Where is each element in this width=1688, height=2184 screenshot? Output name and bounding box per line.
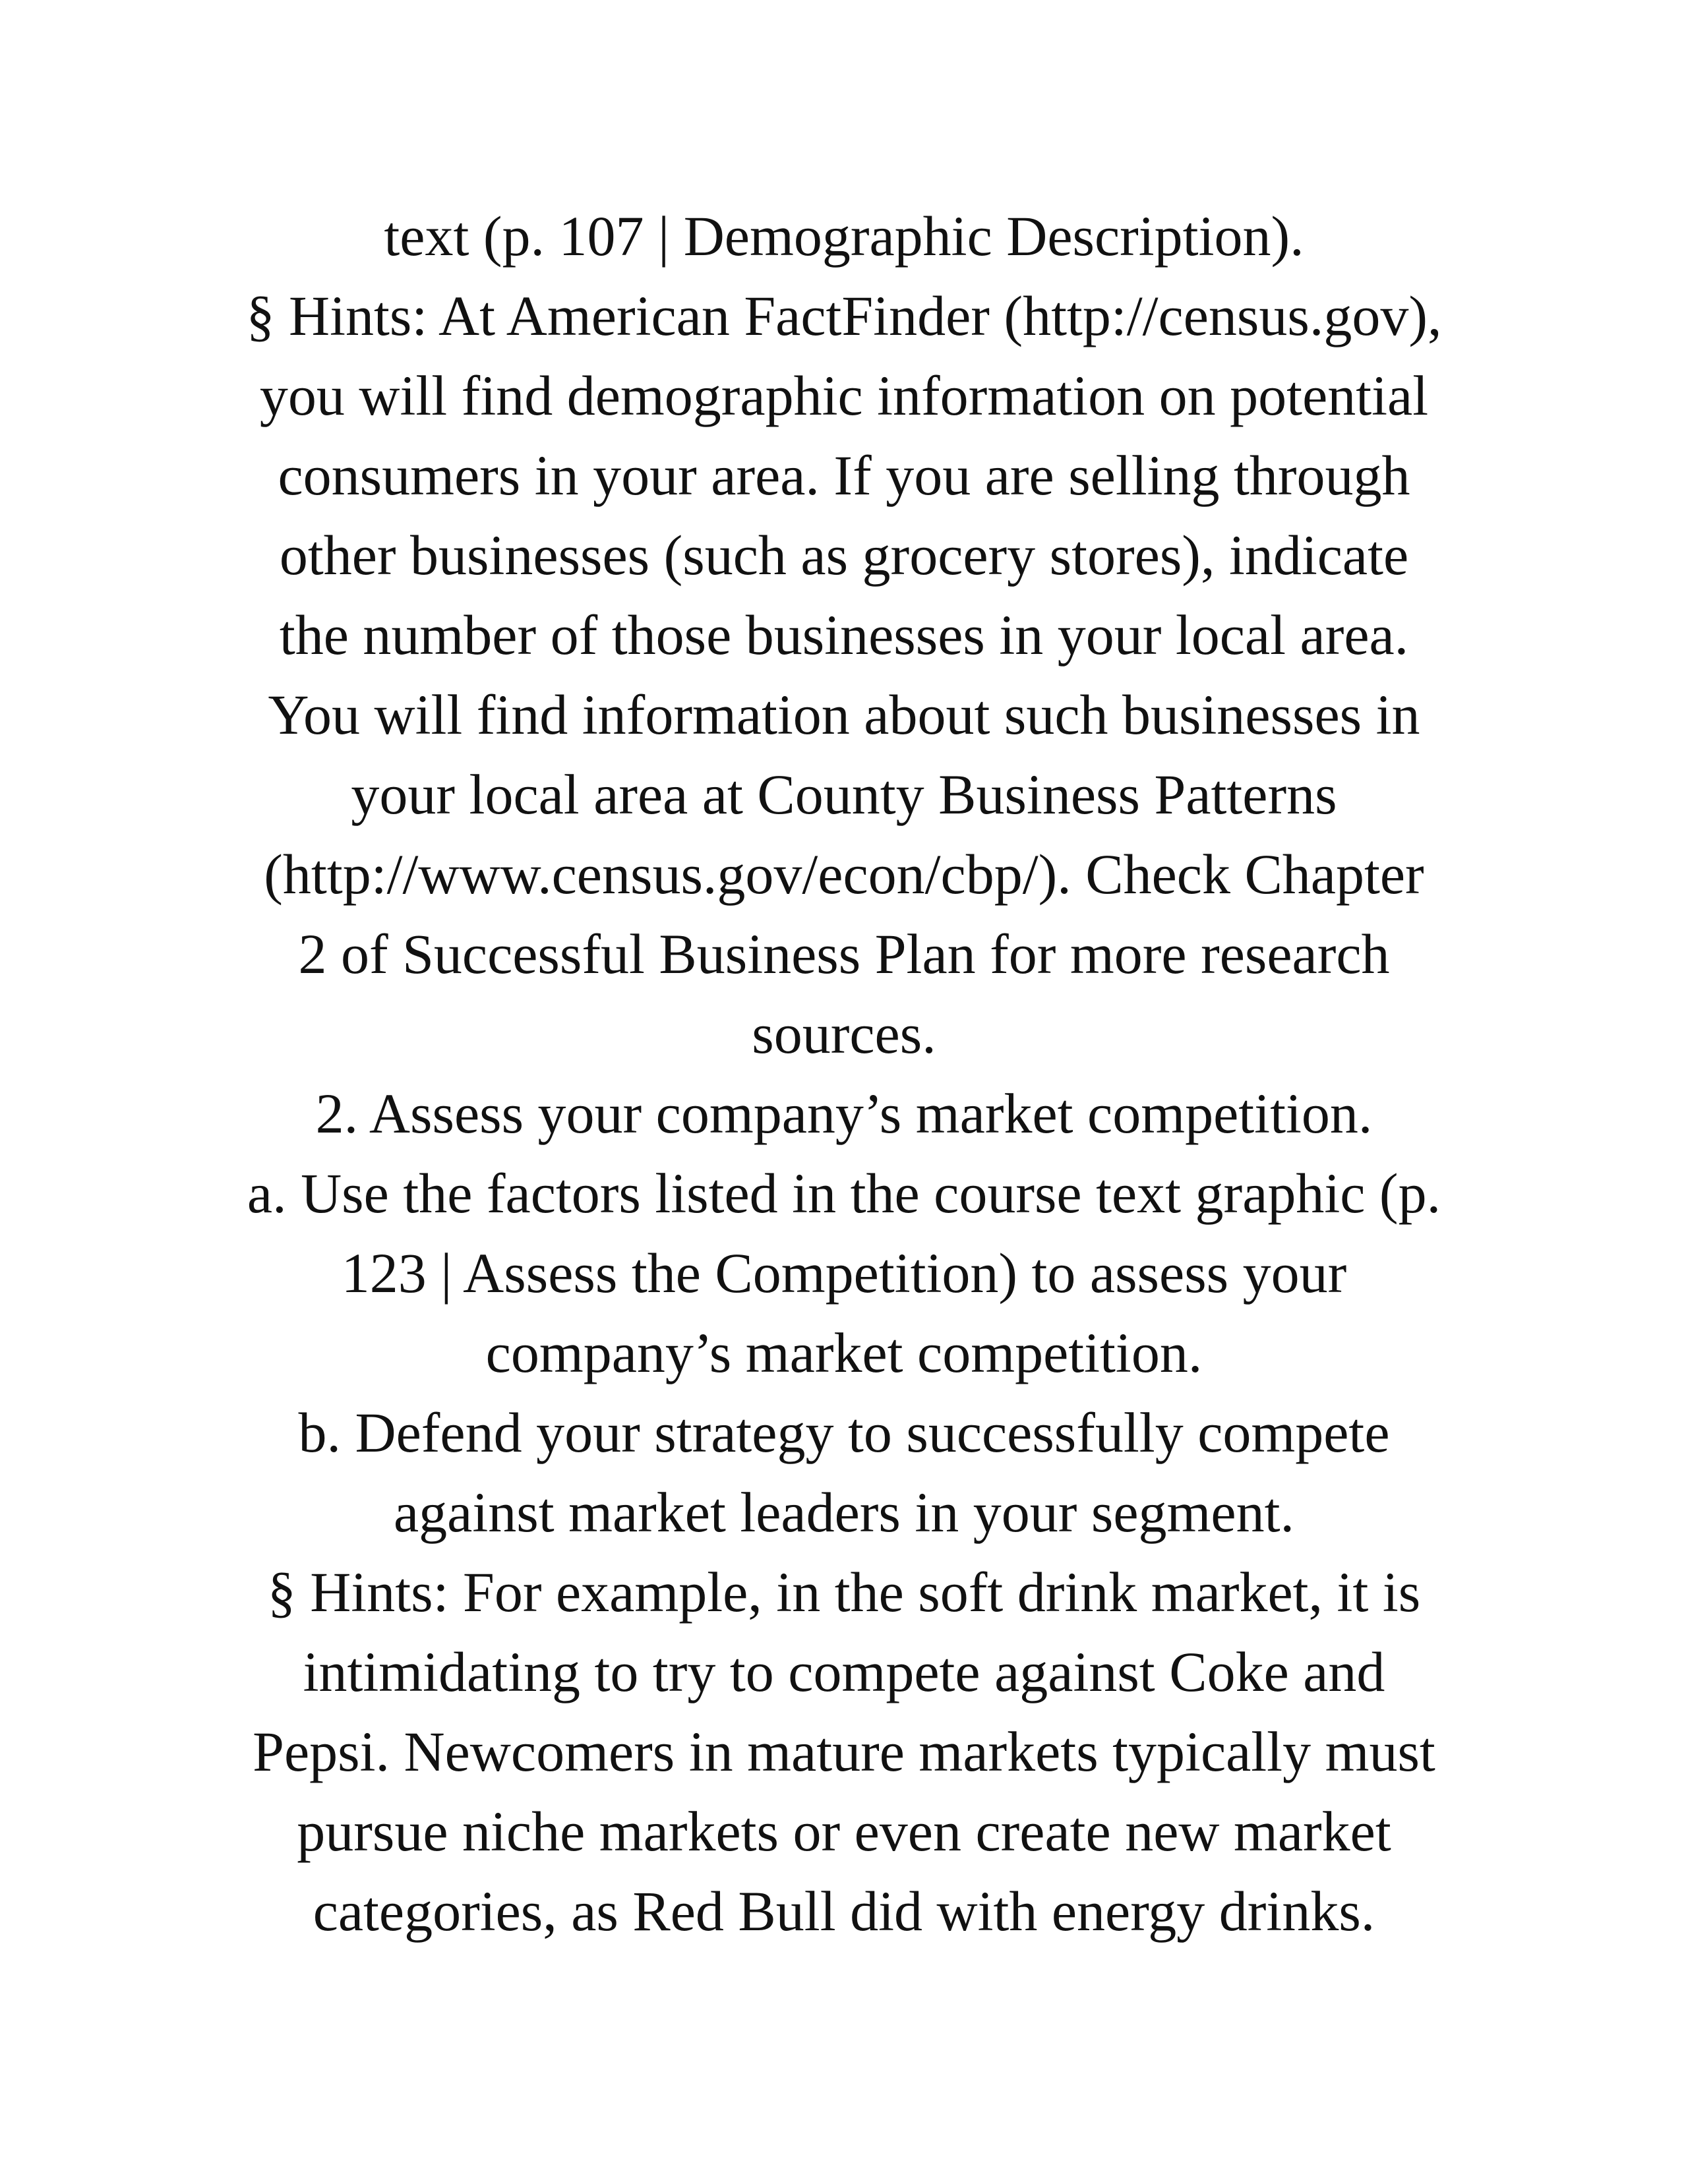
text-line: against market leaders in your segment.: [393, 1481, 1294, 1544]
text-line: consumers in your area. If you are selling through: [278, 444, 1410, 507]
text-line: your local area at County Business Patterns: [351, 763, 1337, 826]
text-line: you will find demographic information on potential: [259, 364, 1429, 427]
text-line: You will find information about such businesses in: [268, 683, 1420, 746]
text-line: sources.: [752, 1002, 936, 1065]
text-line: the number of those businesses in your local area.: [279, 603, 1409, 666]
text-line: text (p. 107 | Demographic Description).: [384, 204, 1304, 268]
text-line: other businesses (such as grocery stores), indicate: [279, 523, 1409, 587]
text-line: (http://www.census.gov/econ/cbp/). Check Chapter: [264, 842, 1424, 906]
text-line: categories, as Red Bull did with energy drinks.: [313, 1879, 1375, 1943]
text-line: company’s market competition.: [485, 1321, 1203, 1384]
text-line: b. Defend your strategy to successfully compete: [298, 1401, 1390, 1464]
text-line: pursue niche markets or even create new market: [297, 1800, 1391, 1863]
text-line: 2. Assess your company’s market competition.: [315, 1082, 1373, 1145]
text-line: 123 | Assess the Competition) to assess your: [341, 1241, 1347, 1305]
text-line: Pepsi. Newcomers in mature markets typically must: [253, 1720, 1435, 1783]
text-line: 2 of Successful Business Plan for more research: [298, 922, 1390, 986]
text-line: § Hints: At American FactFinder (http://census.gov),: [246, 284, 1442, 347]
text-line: intimidating to try to compete against Coke and: [303, 1640, 1385, 1703]
text-line: a. Use the factors listed in the course text graphic (p.: [247, 1162, 1441, 1225]
body-text: [0, 196, 1688, 1951]
text-line: § Hints: For example, in the soft drink market, it is: [267, 1560, 1421, 1624]
